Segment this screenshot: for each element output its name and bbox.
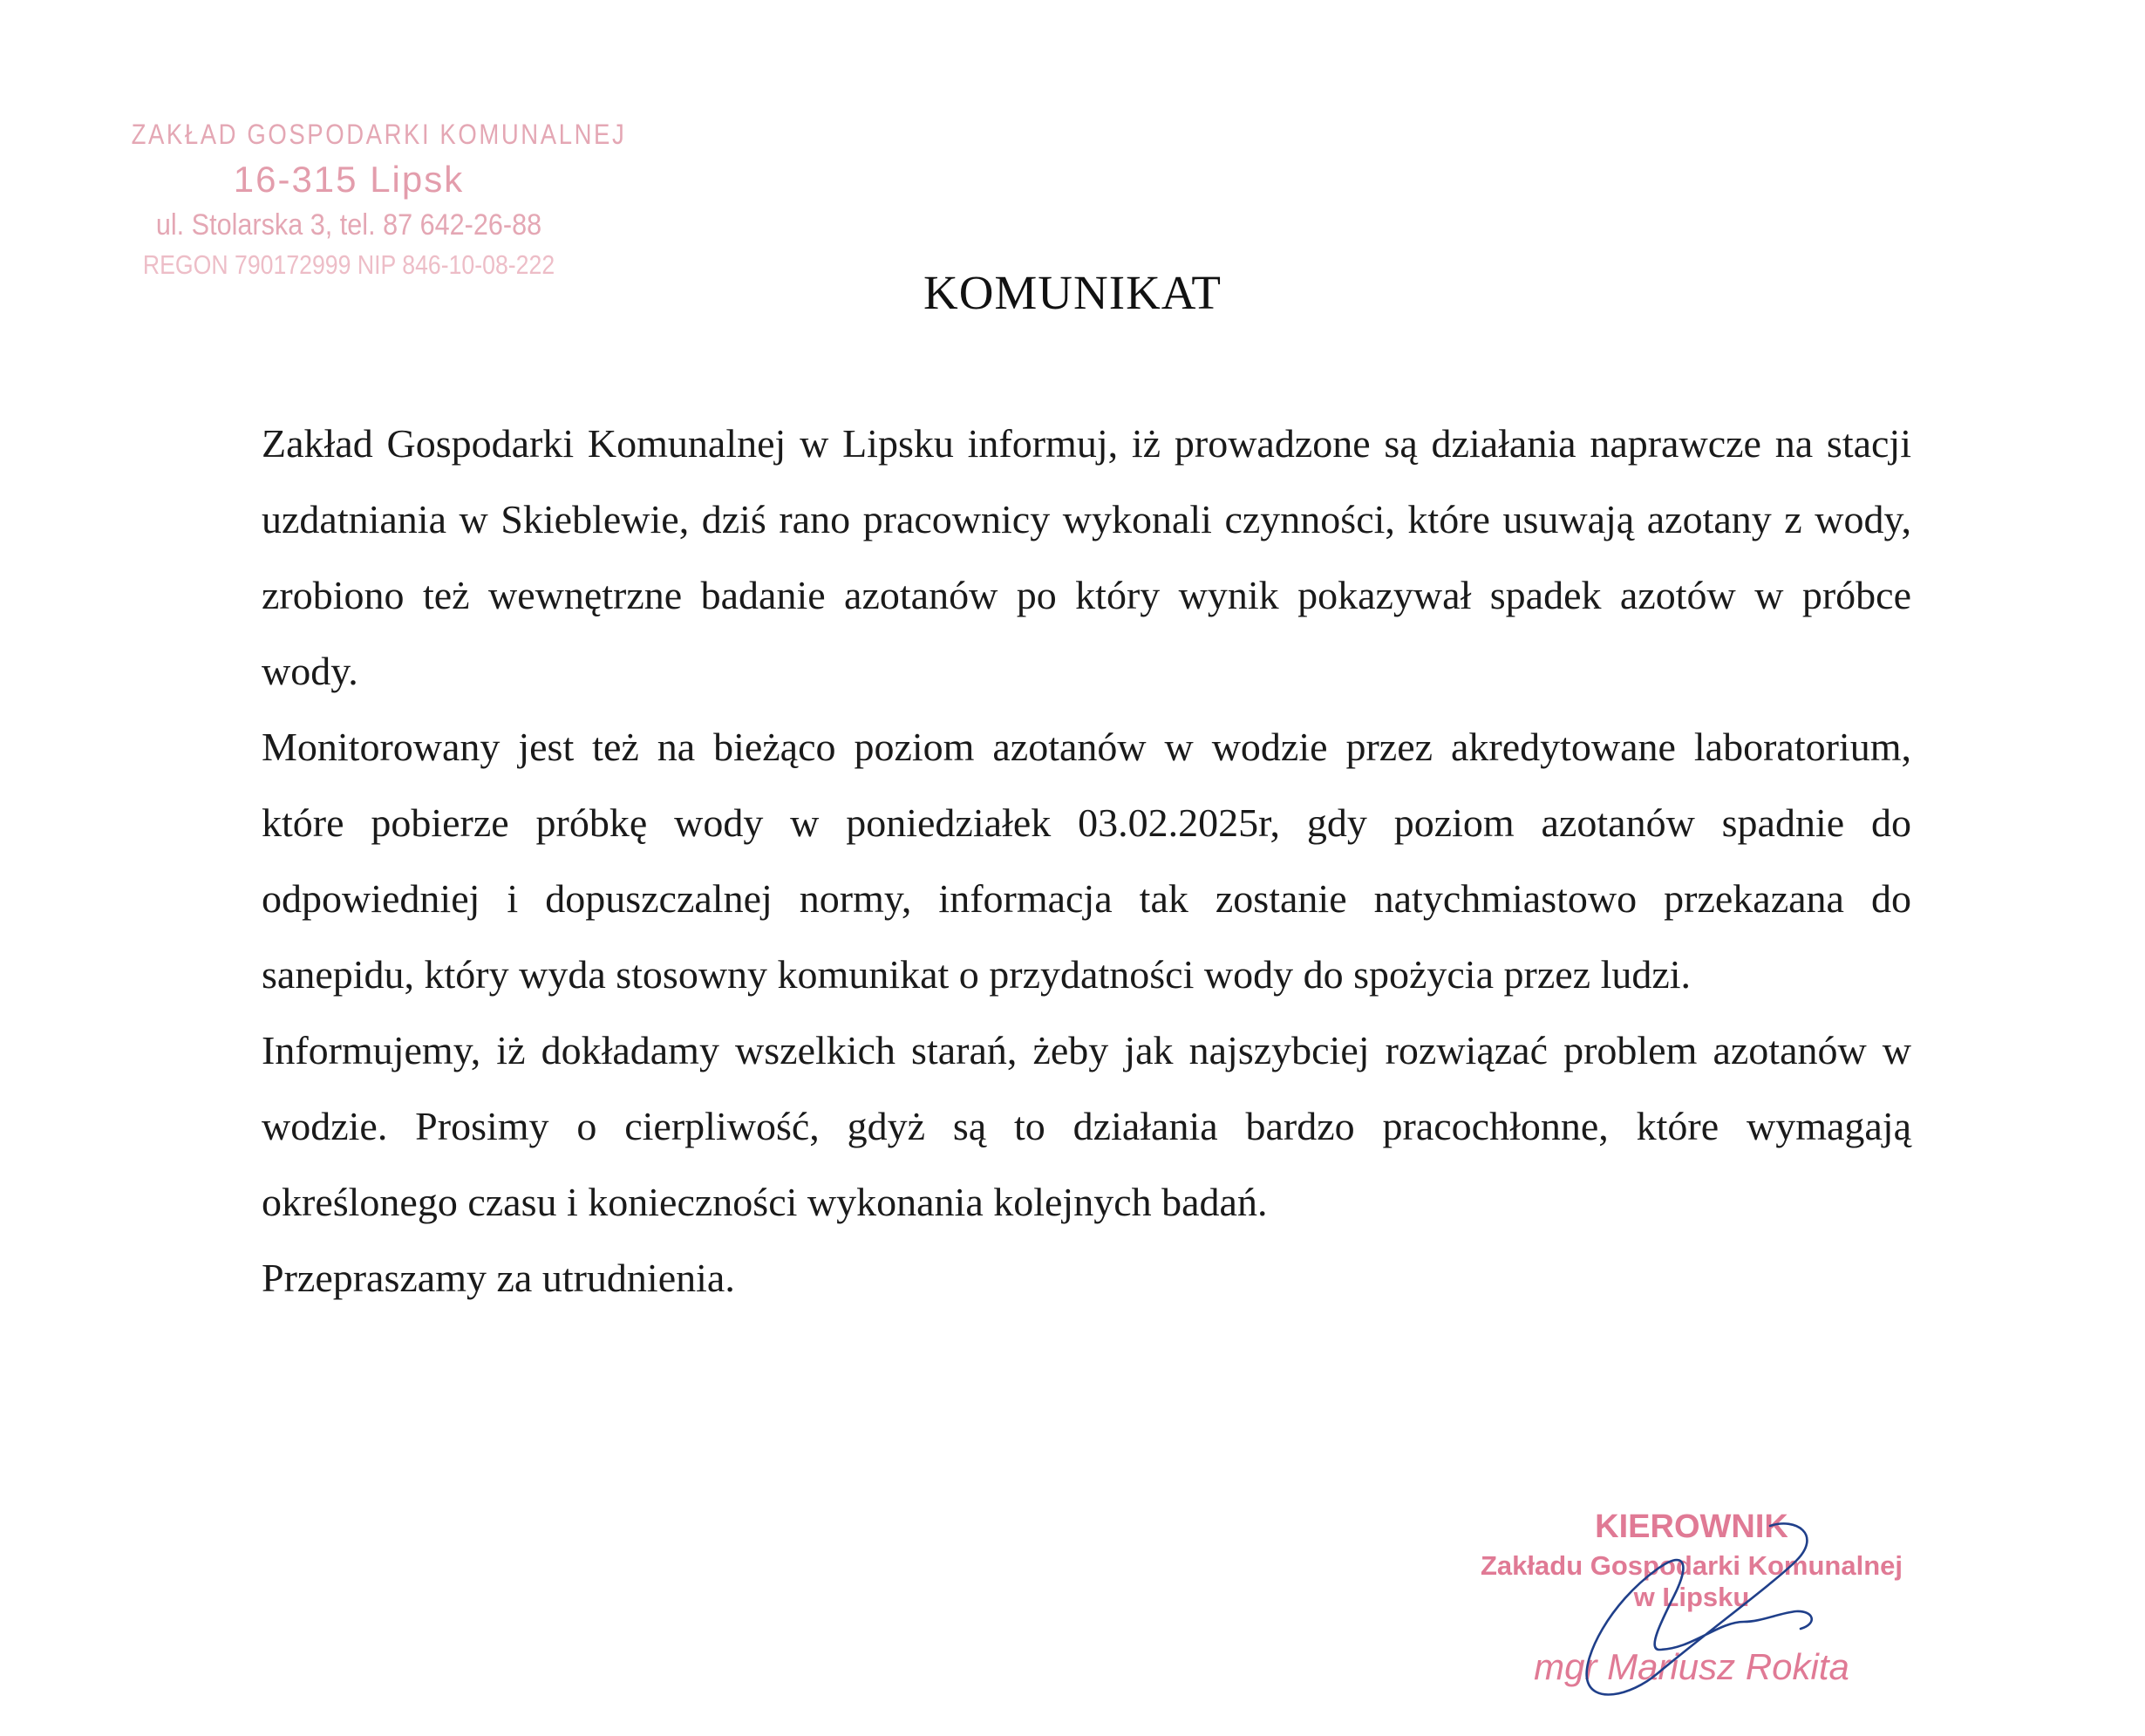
document-title: KOMUNIKAT: [923, 266, 1222, 319]
stamp-company-name: ZAKŁAD GOSPODARKI KOMUNALNEJ: [131, 119, 627, 150]
company-header-stamp: [96, 113, 627, 284]
stamp-regon-nip: REGON 790172999 NIP 846-10-08-222: [142, 249, 555, 280]
signature-stamp-name: mgr Mariusz Rokita: [1534, 1646, 1849, 1687]
document-body: [262, 405, 1911, 1316]
signature-stamp-title: KIEROWNIK: [1595, 1508, 1788, 1545]
stamp-address-phone: ul. Stolarska 3, tel. 87 642-26-88: [155, 208, 542, 242]
signature-stamp-place: w Lipsku: [1633, 1582, 1750, 1612]
signature-stamp-organization: Zakładu Gospodarki Komunalnej: [1480, 1550, 1903, 1581]
stamp-postal-city: 16-315 Lipsk: [233, 159, 465, 200]
handwritten-signature: [1430, 1500, 1953, 1709]
signature-stamp: [1430, 1500, 1953, 1709]
paragraph-2: Monitorowany jest też na bieżąco poziom azotanów w wodzie przez akredytowane laboratorium, które pobierze próbkę wody w poniedziałek 03.02.2025r, gdy poziom azotanów spadnie do odpowiedniej i dopuszczalnej normy, informacja tak zostanie natychmiastowo przekazana do sanepidu, który wyda stosowny komunikat o przydatności wody do spożycia przez ludzi.: [262, 725, 1911, 997]
paragraph-3: Informujemy, iż dokładamy wszelkich starań, żeby jak najszybciej rozwiązać problem azotanów w wodzie. Prosimy o cierpliwość, gdyż są to działania bardzo pracochłonne, które wymagają określonego czasu i konieczności wykonania kolejnych badań.: [262, 1028, 1911, 1224]
paragraph-4: Przepraszamy za utrudnienia.: [262, 1256, 735, 1300]
paragraph-1: Zakład Gospodarki Komunalnej w Lipsku informuj, iż prowadzone są działania naprawcze na stacji uzdatniania w Skieblewie, dziś rano pracownicy wykonali czynności, które usuwają azotany z wody, zrobiono też wewnętrzne badanie azotanów po który wynik pokazywał spadek azotów w próbce wody.: [262, 421, 1911, 693]
